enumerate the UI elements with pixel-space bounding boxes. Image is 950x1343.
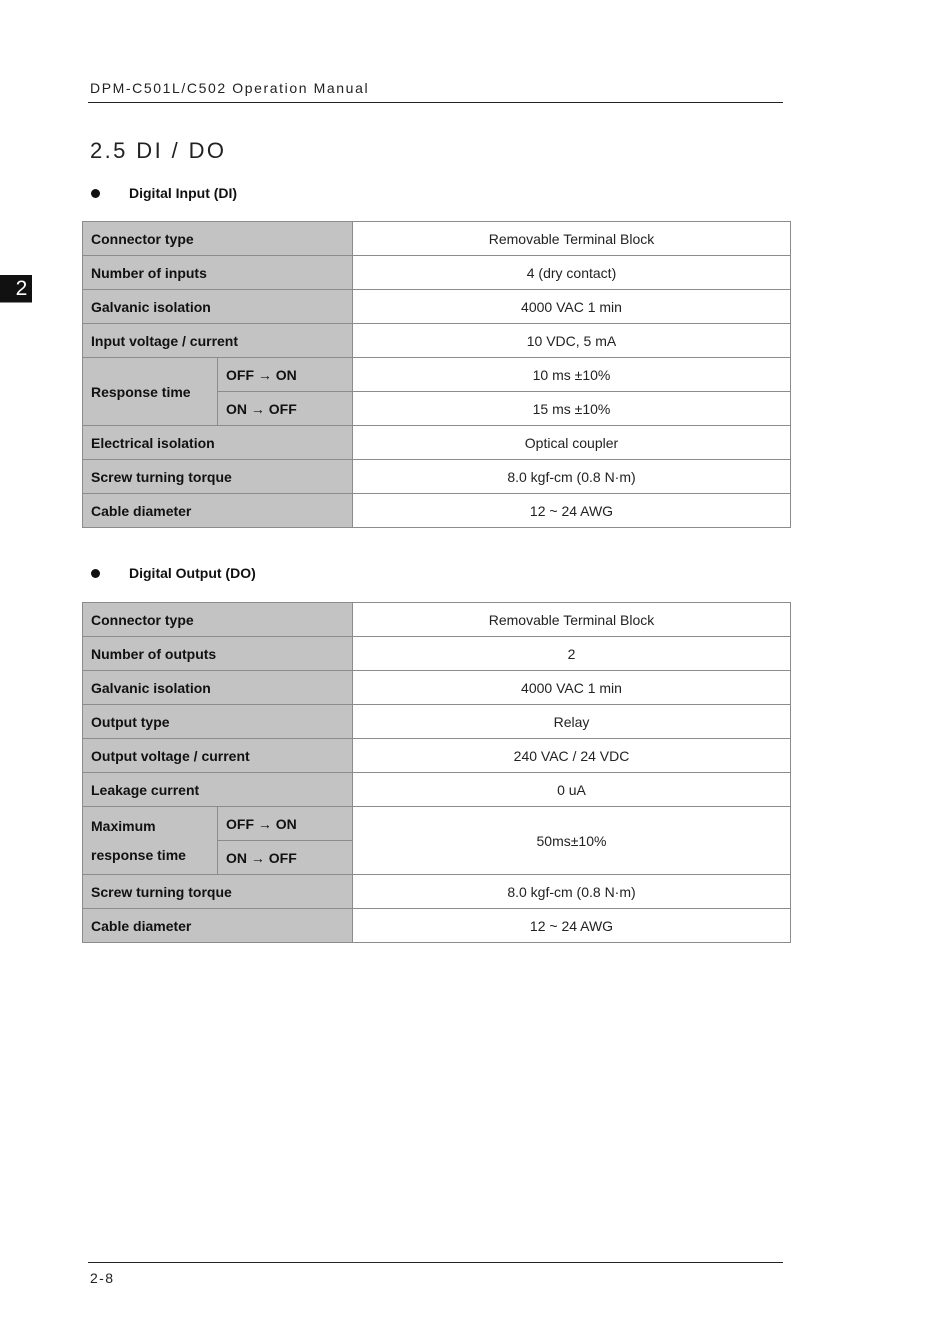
table-row [83, 358, 791, 392]
row-label-line2: response time [91, 846, 186, 863]
row-label: Cable diameter [83, 494, 353, 528]
row-label: Connector type [83, 222, 353, 256]
row-value: 240 VAC / 24 VDC [353, 739, 791, 773]
row-value: 4000 VAC 1 min [353, 671, 791, 705]
row-sublabel: OFF → ON [218, 358, 353, 392]
row-value: Optical coupler [353, 426, 791, 460]
row-value: 4 (dry contact) [353, 256, 791, 290]
table-row [83, 807, 791, 841]
table-row [83, 739, 791, 773]
table-row [83, 671, 791, 705]
table-row [83, 222, 791, 256]
row-label [83, 807, 218, 875]
table-row [83, 256, 791, 290]
header-rule [88, 102, 783, 103]
row-value: 50ms±10% [353, 807, 791, 875]
row-sublabel: OFF → ON [218, 807, 353, 841]
di-spec-table [82, 221, 791, 528]
chapter-tab-number: 2 [15, 277, 28, 300]
table-row [83, 909, 791, 943]
row-label: Screw turning torque [83, 875, 353, 909]
row-label: Connector type [83, 603, 353, 637]
row-value: Removable Terminal Block [353, 603, 791, 637]
table-row [83, 324, 791, 358]
table-row [83, 290, 791, 324]
row-sublabel: ON → OFF [218, 392, 353, 426]
footer-rule [88, 1262, 783, 1263]
table-row [83, 494, 791, 528]
bullet-icon [91, 569, 100, 578]
row-label: Electrical isolation [83, 426, 353, 460]
row-value: 12 ~ 24 AWG [353, 909, 791, 943]
row-value: 10 ms ±10% [353, 358, 791, 392]
row-value: Removable Terminal Block [353, 222, 791, 256]
row-label: Response time [83, 358, 218, 426]
row-value: 15 ms ±10% [353, 392, 791, 426]
row-value: 10 VDC, 5 mA [353, 324, 791, 358]
table-row [83, 637, 791, 671]
row-label: Screw turning torque [83, 460, 353, 494]
row-label: Galvanic isolation [83, 290, 353, 324]
row-label: Cable diameter [83, 909, 353, 943]
bullet-icon [91, 189, 100, 198]
table-row [83, 603, 791, 637]
row-label-line1: Maximum [91, 817, 156, 834]
row-value: Relay [353, 705, 791, 739]
row-label: Leakage current [83, 773, 353, 807]
page-number: 2-8 [90, 1270, 115, 1286]
header-title: DPM-C501L/C502 Operation Manual [90, 80, 370, 96]
di-heading-text: Digital Input (DI) [129, 185, 238, 201]
row-value: 8.0 kgf-cm (0.8 N·m) [353, 875, 791, 909]
section-heading: 2.5 DI / DO [90, 138, 227, 163]
row-label: Input voltage / current [83, 324, 353, 358]
row-label: Number of inputs [83, 256, 353, 290]
chapter-tab [0, 275, 32, 302]
table-row [83, 773, 791, 807]
row-value: 8.0 kgf-cm (0.8 N·m) [353, 460, 791, 494]
table-row [83, 460, 791, 494]
chapter-tab-underline [0, 302, 32, 303]
row-value: 4000 VAC 1 min [353, 290, 791, 324]
row-value: 2 [353, 637, 791, 671]
row-label: Output type [83, 705, 353, 739]
do-heading-text: Digital Output (DO) [129, 565, 256, 581]
table-row [83, 426, 791, 460]
do-spec-table [82, 602, 791, 943]
row-label: Output voltage / current [83, 739, 353, 773]
row-value: 0 uA [353, 773, 791, 807]
table-row [83, 875, 791, 909]
row-label: Number of outputs [83, 637, 353, 671]
row-sublabel: ON → OFF [218, 841, 353, 875]
row-value: 12 ~ 24 AWG [353, 494, 791, 528]
row-label: Galvanic isolation [83, 671, 353, 705]
table-row [83, 705, 791, 739]
